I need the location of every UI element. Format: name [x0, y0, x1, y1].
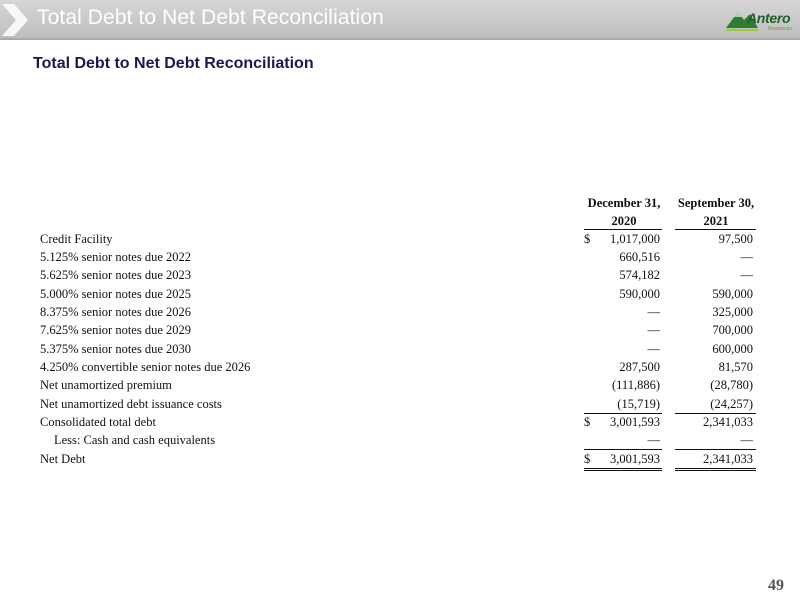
section-title: Total Debt to Net Debt Reconciliation [33, 55, 314, 72]
value-sep-2021: — [740, 250, 753, 264]
value-sep-2021: 2,341,033 [703, 415, 753, 429]
value-dec-2020: 590,000 [619, 287, 660, 301]
value-dec-2020: — [647, 342, 660, 356]
row-label: Less: Cash and cash equivalents [54, 433, 216, 447]
value-dec-2020: 3,001,593 [610, 415, 660, 429]
row-label: Net unamortized premium [40, 378, 172, 392]
column-header-september-line2: 2021 [703, 214, 729, 228]
double-underline [675, 468, 756, 469]
value-dec-2020: (15,719) [617, 397, 660, 411]
value-sep-2021: 2,341,033 [703, 452, 753, 466]
row-label: Consolidated total debt [40, 415, 156, 429]
table-row [0, 323, 800, 341]
row-label: 5.625% senior notes due 2023 [40, 268, 192, 282]
double-underline [584, 470, 662, 471]
value-dec-2020: 574,182 [619, 268, 660, 282]
total-rule [675, 449, 756, 450]
value-dec-2020: 3,001,593 [610, 452, 660, 466]
table-row [0, 342, 800, 360]
table-row [0, 287, 800, 305]
table-row [0, 268, 800, 286]
value-dec-2020: (111,886) [611, 378, 660, 392]
row-label: Credit Facility [40, 232, 113, 246]
subtotal-rule [584, 413, 662, 414]
table-row [0, 378, 800, 396]
row-label: 5.125% senior notes due 2022 [40, 250, 192, 264]
table-row [0, 360, 800, 378]
row-label: 5.000% senior notes due 2025 [40, 287, 192, 301]
value-sep-2021: 97,500 [718, 232, 753, 246]
value-dec-2020: — [647, 433, 660, 447]
row-label: 4.250% convertible senior notes due 2026 [40, 360, 251, 374]
value-dec-2020: — [647, 323, 660, 337]
row-label: 5.375% senior notes due 2030 [40, 342, 192, 356]
header-title: Total Debt to Net Debt Reconciliation [37, 6, 384, 29]
table-row [0, 250, 800, 268]
double-underline [584, 468, 662, 469]
value-sep-2021: (24,257) [710, 397, 753, 411]
column-header-december-line1: December 31, [587, 196, 661, 210]
row-label: 7.625% senior notes due 2029 [40, 323, 192, 337]
value-dec-2020: 1,017,000 [610, 232, 660, 246]
value-sep-2021: 81,570 [718, 360, 753, 374]
double-underline [675, 470, 756, 471]
column-header-underline [675, 229, 756, 230]
currency-symbol: $ [584, 452, 591, 466]
subtotal-rule [675, 413, 756, 414]
value-dec-2020: 287,500 [619, 360, 660, 374]
logo-wordmark: Antero [747, 10, 791, 26]
column-header-underline [584, 229, 662, 230]
currency-symbol: $ [584, 415, 591, 429]
table-row [0, 305, 800, 323]
value-sep-2021: (28,780) [710, 378, 753, 392]
value-dec-2020: — [647, 305, 660, 319]
page-number: 49 [768, 577, 784, 594]
column-header-december-line2: 2020 [611, 214, 637, 228]
value-sep-2021: 590,000 [712, 287, 753, 301]
value-sep-2021: 325,000 [712, 305, 753, 319]
value-dec-2020: 660,516 [619, 250, 660, 264]
logo-subtext: Resources [768, 26, 792, 32]
table-row [0, 415, 800, 433]
value-sep-2021: — [740, 433, 753, 447]
column-header-september-line1: September 30, [677, 196, 755, 210]
value-sep-2021: 700,000 [712, 323, 753, 337]
row-label: Net unamortized debt issuance costs [40, 397, 222, 411]
currency-symbol: $ [584, 232, 591, 246]
total-rule [584, 449, 662, 450]
value-sep-2021: — [740, 268, 753, 282]
value-sep-2021: 600,000 [712, 342, 753, 356]
table-row [0, 232, 800, 250]
row-label: Net Debt [40, 452, 86, 466]
row-label: 8.375% senior notes due 2026 [40, 305, 192, 319]
